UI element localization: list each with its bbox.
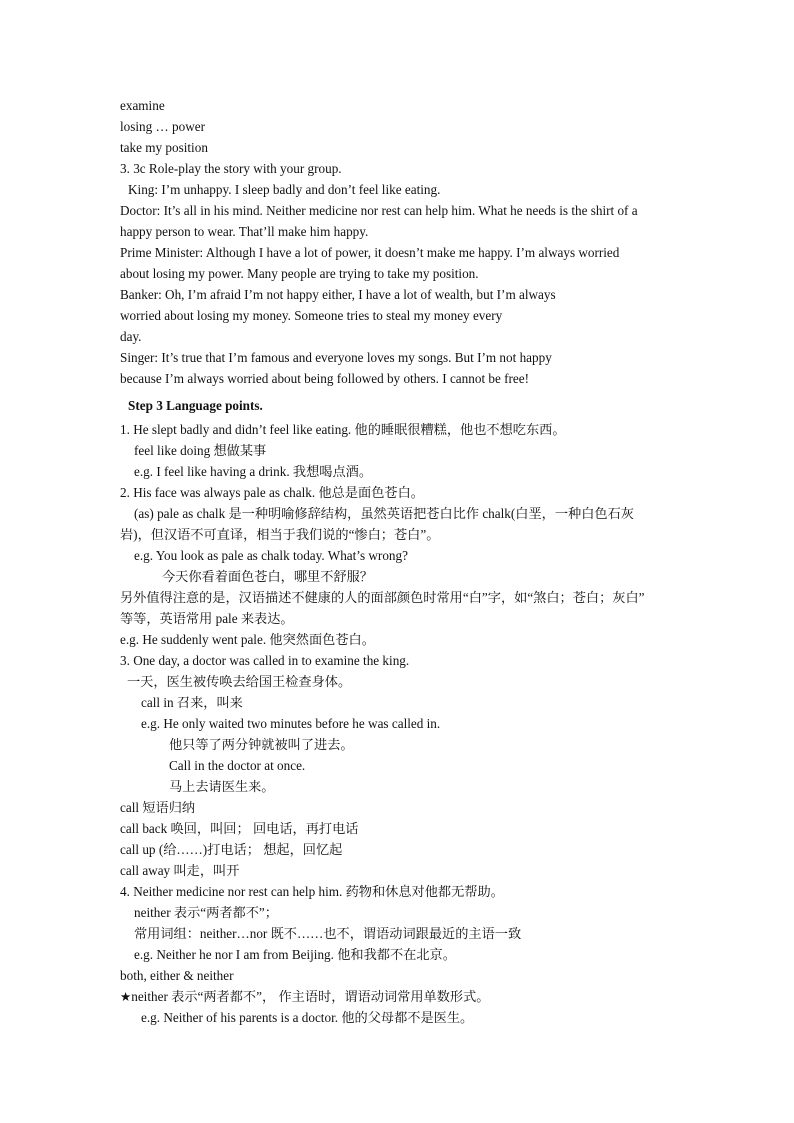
point-2-explanation: (as) pale as chalk 是一种明喻修辞结构，虽然英语把苍白比作 chalk(白垩，一种白色石灰 [134, 506, 634, 521]
call-away-line: call away 叫走，叫开 [120, 863, 240, 878]
point-1-phrase: feel like doing 想做某事 [134, 443, 267, 458]
vocab-item: examine [120, 98, 165, 113]
point-2-note: 等等，英语常用 pale 来表达。 [120, 611, 294, 626]
point-3-cn: 一天，医生被传唤去给国王检查身体。 [127, 674, 352, 689]
call-up-line: call up (给……)打电话； 想起，回忆起 [120, 842, 343, 857]
point-4-example-2: e.g. Neither of his parents is a doctor. 他的父母都不是医生。 [141, 1010, 474, 1025]
point-3-example-2: Call in the doctor at once. [169, 758, 306, 773]
prime-minister-line: about losing my power. Many people are trying to take my position. [120, 266, 479, 281]
king-line: King: I’m unhappy. I sleep badly and don’t feel like eating. [128, 182, 441, 197]
point-3-example-2-cn: 马上去请医生来。 [169, 779, 275, 794]
star-note-text: neither 表示“两者都不”， 作主语时，谓语动词常用单数形式。 [131, 989, 490, 1004]
point-2-example: e.g. You look as pale as chalk today. What’s wrong? [134, 548, 408, 563]
point-4-example: e.g. Neither he nor I am from Beijing. 他和我都不在北京。 [134, 947, 456, 962]
point-3-title: 3. One day, a doctor was called in to examine the king. [120, 653, 410, 668]
call-back-line: call back 唤回，叫回； 回电话，再打电话 [120, 821, 359, 836]
step3-title: Step 3 Language points. [128, 398, 263, 413]
point-4-common-phrase: 常用词组：neither…nor 既不……也不，谓语动词跟最近的主语一致 [134, 926, 522, 941]
point-2-example-cn: 今天你看着面色苍白，哪里不舒服？ [162, 569, 373, 584]
doctor-line: happy person to wear. That’ll make him happy. [120, 224, 369, 239]
banker-line: day. [120, 329, 142, 344]
point-2-example-2: e.g. He suddenly went pale. 他突然面色苍白。 [120, 632, 375, 647]
call-phrases-summary: call 短语归纳 [120, 800, 196, 815]
roleplay-heading: 3. 3c Role-play the story with your group. [120, 161, 342, 176]
doctor-line: Doctor: It’s all in his mind. Neither medicine nor rest can help him. What he needs is the shirt of a [120, 203, 638, 218]
point-1-example: e.g. I feel like having a drink. 我想喝点酒。 [134, 464, 373, 479]
point-4-neither: neither 表示“两者都不”； [134, 905, 278, 920]
point-2-title: 2. His face was always pale as chalk. 他总是面色苍白。 [120, 485, 424, 500]
point-1-title: 1. He slept badly and didn’t feel like eating. 他的睡眠很糟糕，他也不想吃东西。 [120, 422, 566, 437]
banker-line: worried about losing my money. Someone tries to steal my money every [120, 308, 503, 323]
singer-line: Singer: It’s true that I’m famous and everyone loves my songs. But I’m not happy [120, 350, 552, 365]
point-3-example: e.g. He only waited two minutes before he was called in. [141, 716, 441, 731]
point-2-explanation: 岩)，但汉语不可直译，相当于我们说的“惨白；苍白”。 [120, 527, 440, 542]
point-4-star-note [120, 987, 684, 1007]
point-3-phrase: call in 召来，叫来 [141, 695, 243, 710]
vocab-item: losing … power [120, 119, 205, 134]
singer-line: because I’m always worried about being followed by others. I cannot be free! [120, 371, 530, 386]
vocab-item: take my position [120, 140, 208, 155]
both-either-neither: both, either & neither [120, 968, 234, 983]
prime-minister-line: Prime Minister: Although I have a lot of power, it doesn’t make me happy. I’m always worried [120, 245, 620, 260]
point-4-title: 4. Neither medicine nor rest can help him. 药物和休息对他都无帮助。 [120, 884, 504, 899]
banker-line: Banker: Oh, I’m afraid I’m not happy either, I have a lot of wealth, but I’m always [120, 287, 556, 302]
point-2-note: 另外值得注意的是，汉语描述不健康的人的面部颜色时常用“白”字，如“煞白；苍白；灰白” [120, 590, 645, 605]
star-icon: ★ [120, 989, 132, 1004]
point-3-example-cn: 他只等了两分钟就被叫了进去。 [169, 737, 354, 752]
